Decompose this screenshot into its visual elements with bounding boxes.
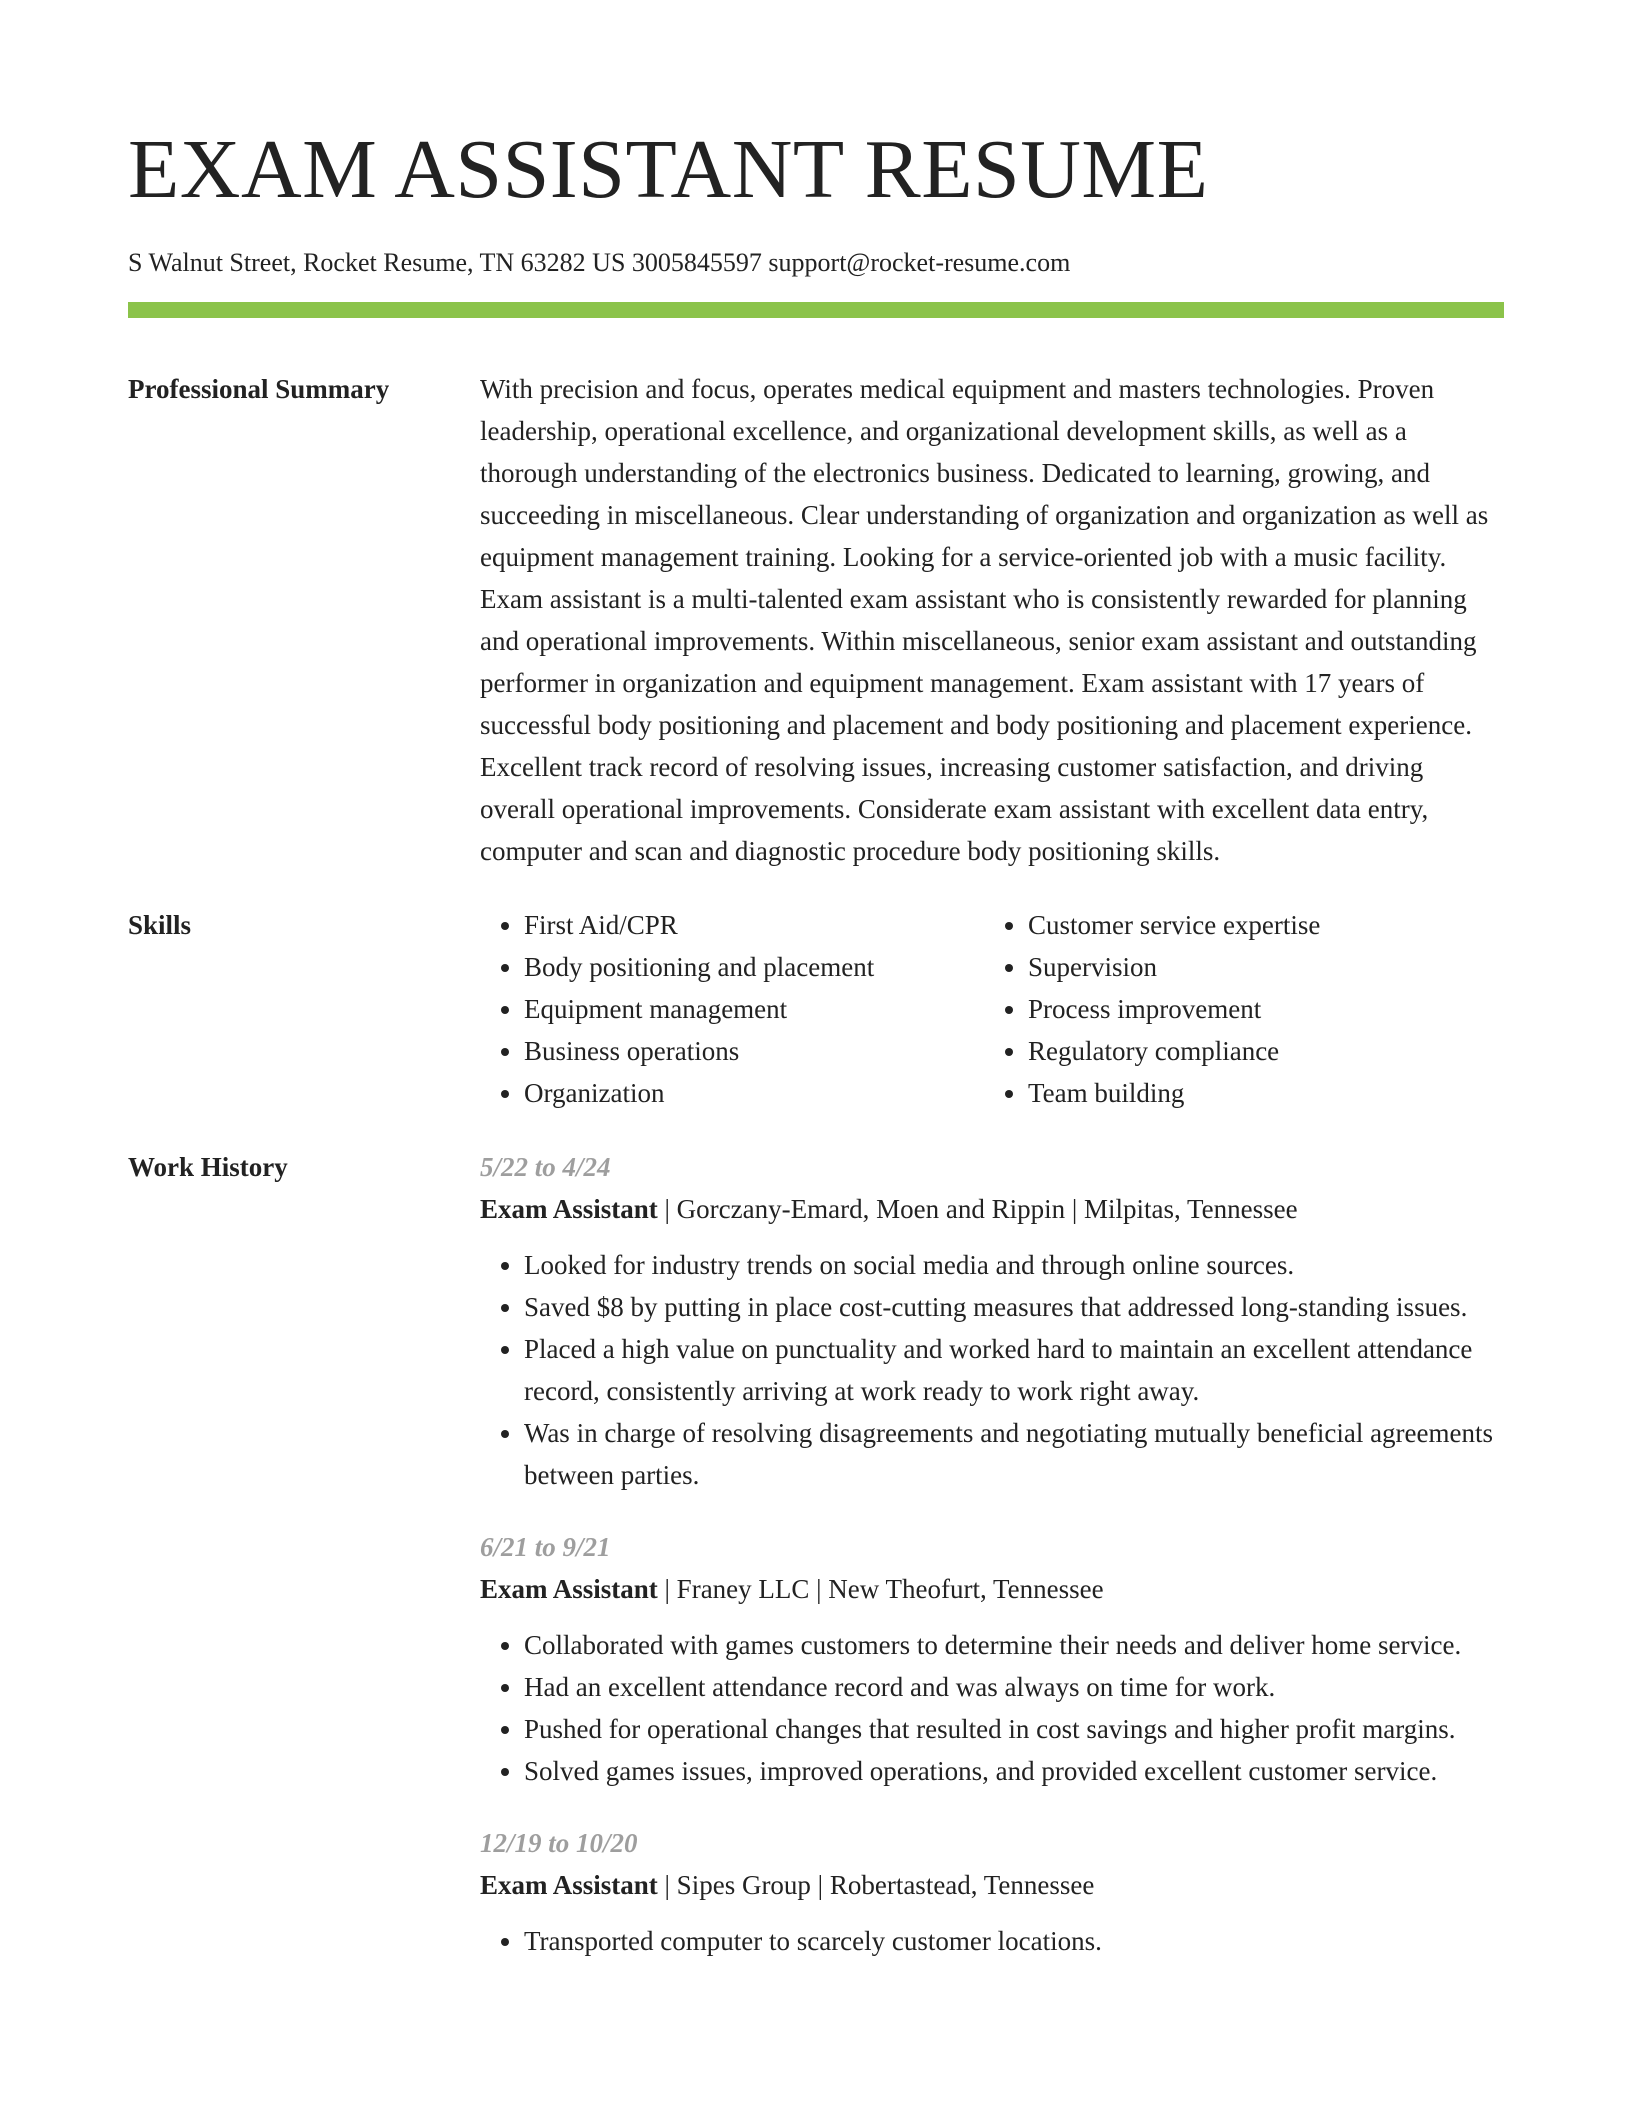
job-dates: 12/19 to 10/20 bbox=[480, 1828, 638, 1858]
job-entry bbox=[480, 1526, 1504, 1792]
duty-item: • Was in charge of resolving disagreements and negotiating mutually beneficial agreements between parties. bbox=[524, 1412, 1504, 1496]
job-dates: 6/21 to 9/21 bbox=[480, 1532, 611, 1562]
job-duties bbox=[480, 1624, 1504, 1792]
job-entry bbox=[480, 1822, 1504, 1962]
job-title: Exam Assistant bbox=[480, 1194, 658, 1224]
section-label-work: Work History bbox=[128, 1152, 288, 1182]
skill-item: • Process improvement bbox=[1028, 988, 1488, 1030]
skill-item: • Regulatory compliance bbox=[1028, 1030, 1488, 1072]
duty-item: • Solved games issues, improved operations, and provided excellent customer service. bbox=[524, 1750, 1504, 1792]
job-details: | Franey LLC | New Theofurt, Tennessee bbox=[657, 1574, 1104, 1604]
skill-item: • Body positioning and placement bbox=[524, 946, 984, 988]
work-history-section bbox=[128, 1146, 1504, 1992]
job-entry bbox=[480, 1146, 1504, 1496]
job-details: | Gorczany-Emard, Moen and Rippin | Milpitas, Tennessee bbox=[657, 1194, 1298, 1224]
job-duties bbox=[480, 1244, 1504, 1496]
duty-item: • Saved $8 by putting in place cost-cutting measures that addressed long-standing issues. bbox=[524, 1286, 1504, 1328]
skills-section bbox=[128, 904, 1504, 1114]
skill-item: • Business operations bbox=[524, 1030, 984, 1072]
accent-rule bbox=[128, 302, 1504, 318]
skill-item: • Organization bbox=[524, 1072, 984, 1114]
contact-line: S Walnut Street, Rocket Resume, TN 63282 US 3005845597 support@rocket-resume.com bbox=[128, 248, 1071, 277]
job-title-line bbox=[480, 1188, 1504, 1230]
skill-item: • Equipment management bbox=[524, 988, 984, 1030]
skills-column-right bbox=[984, 904, 1488, 1114]
duty-item: • Collaborated with games customers to determine their needs and deliver home service. bbox=[524, 1624, 1504, 1666]
job-title-line bbox=[480, 1568, 1504, 1610]
duty-item: • Looked for industry trends on social media and through online sources. bbox=[524, 1244, 1504, 1286]
duty-item: • Pushed for operational changes that resulted in cost savings and higher profit margins. bbox=[524, 1708, 1504, 1750]
job-title-line bbox=[480, 1864, 1504, 1906]
skill-item: • First Aid/CPR bbox=[524, 904, 984, 946]
professional-summary-section bbox=[128, 368, 1504, 872]
job-title: Exam Assistant bbox=[480, 1574, 658, 1604]
section-label-skills: Skills bbox=[128, 910, 192, 940]
duty-item: • Placed a high value on punctuality and worked hard to maintain an excellent attendance record, consistently arriving at work ready to work right away. bbox=[524, 1328, 1504, 1412]
resume-page bbox=[128, 0, 1504, 1992]
skills-column-left bbox=[480, 904, 984, 1114]
resume-title: EXAM ASSISTANT RESUME bbox=[128, 123, 1209, 216]
job-title: Exam Assistant bbox=[480, 1870, 658, 1900]
skill-item: • Team building bbox=[1028, 1072, 1488, 1114]
summary-text: With precision and focus, operates medical equipment and masters technologies. Proven leadership, operational excellence, and organizational development skills, as well as a thorough understanding of the electronics business. Dedicated to learning, growing, and succeeding in miscellaneous. Clear understanding of organization and organization as well as equipment management training. Looking for a service-oriented job with a music facility. Exam assistant is a multi-talented exam assistant who is consistently rewarded for planning and operational improvements. Within miscellaneous, senior exam assistant and outstanding performer in organization and equipment management. Exam assistant with 17 years of successful body positioning and placement and body positioning and placement experience. Excellent track record of resolving issues, increasing customer satisfaction, and driving overall operational improvements. Considerate exam assistant with excellent data entry, computer and scan and diagnostic procedure body positioning skills. bbox=[480, 374, 1489, 866]
job-duties bbox=[480, 1920, 1504, 1962]
section-label-summary: Professional Summary bbox=[128, 374, 390, 404]
job-details: | Sipes Group | Robertastead, Tennessee bbox=[657, 1870, 1095, 1900]
duty-item: • Had an excellent attendance record and was always on time for work. bbox=[524, 1666, 1504, 1708]
skill-item: • Customer service expertise bbox=[1028, 904, 1488, 946]
duty-item: • Transported computer to scarcely customer locations. bbox=[524, 1920, 1504, 1962]
skills-grid bbox=[480, 904, 1504, 1114]
job-dates: 5/22 to 4/24 bbox=[480, 1152, 611, 1182]
skill-item: • Supervision bbox=[1028, 946, 1488, 988]
